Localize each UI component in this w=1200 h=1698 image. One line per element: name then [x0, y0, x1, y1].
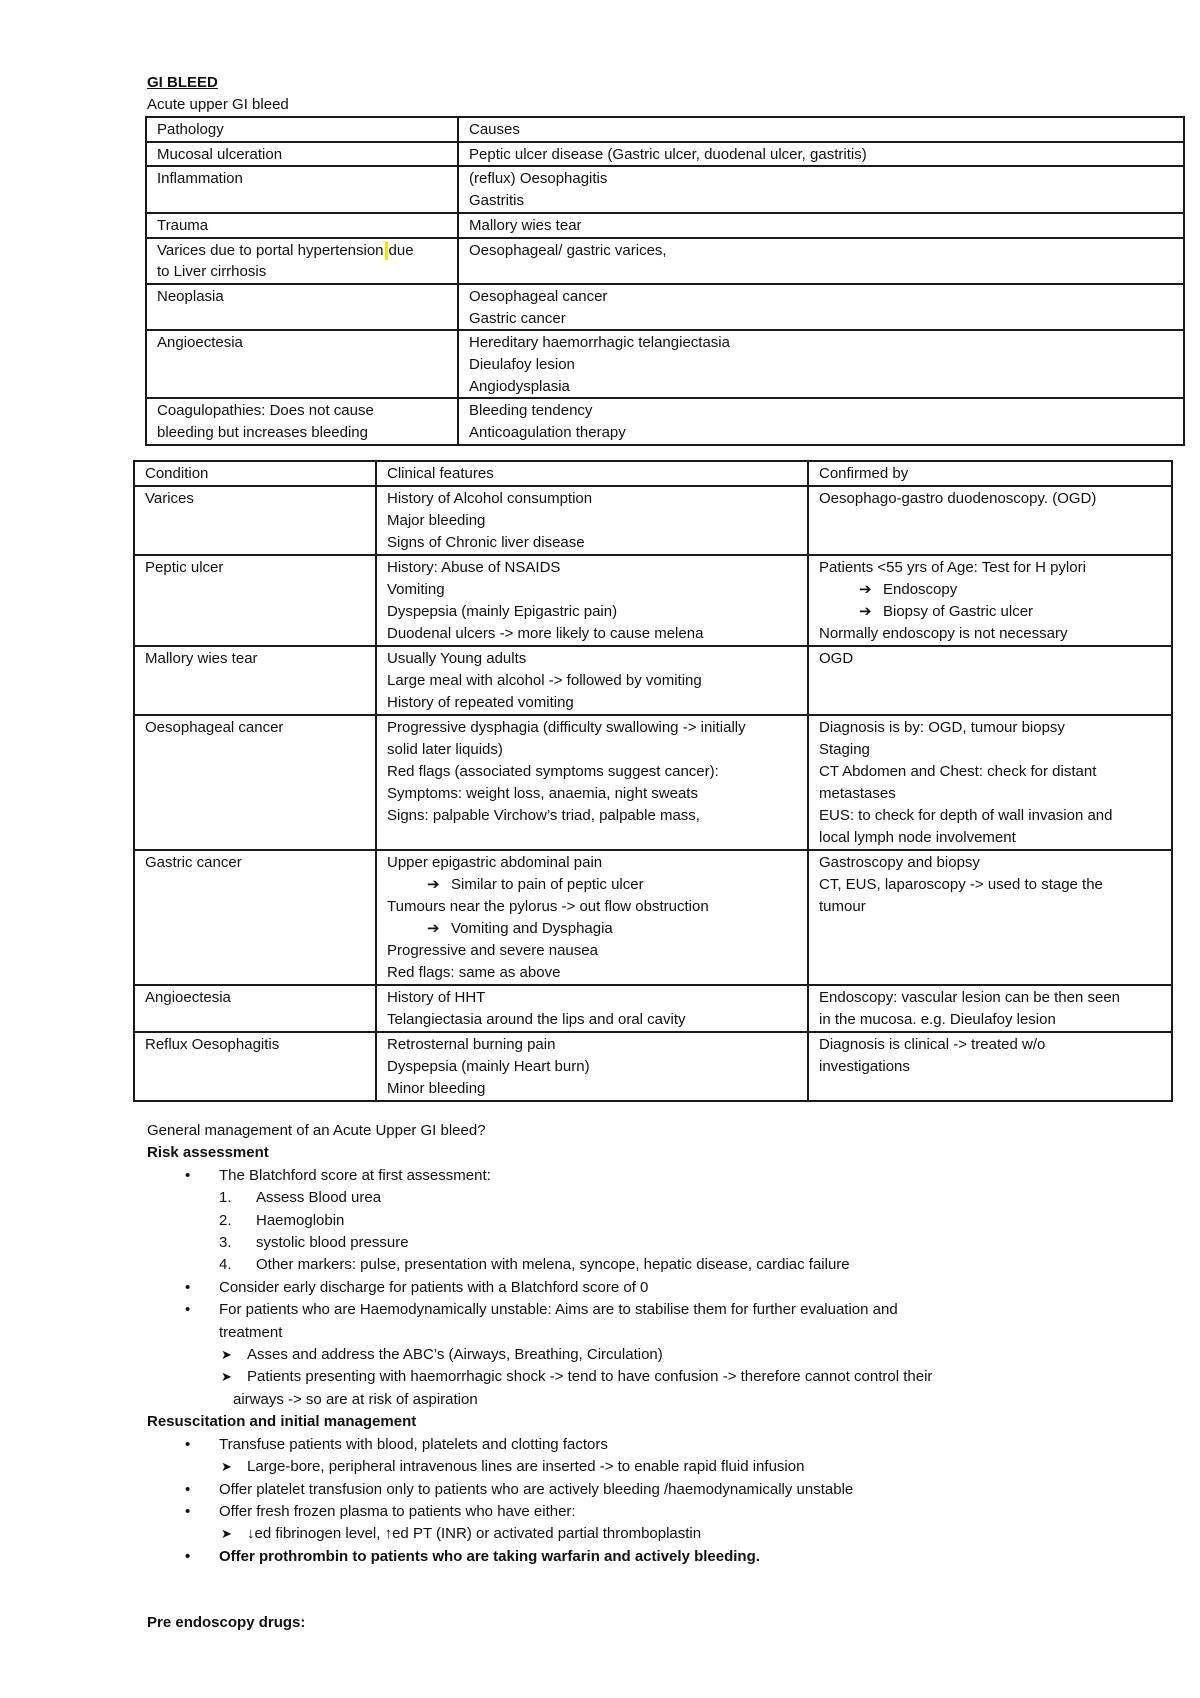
list-text: systolic blood pressure	[256, 1234, 409, 1252]
list-number: 4.	[219, 1256, 232, 1274]
bullet-item: • Consider early discharge for patients with a Blatchford score of 0	[147, 1277, 1147, 1299]
numbered-item	[147, 1187, 1147, 1209]
page-subtitle: Acute upper GI bleed	[147, 96, 289, 113]
table-row	[134, 715, 1172, 850]
confirmed-line: Normally endoscopy is not necessary	[819, 625, 1068, 642]
triangle-bullet-icon: ➤	[221, 1347, 232, 1363]
feature-line: History of repeated vomiting	[387, 694, 574, 711]
risk-assessment-heading: Risk assessment	[147, 1144, 269, 1162]
sub-bullet-item	[147, 1366, 1147, 1388]
confirmed-line: EUS: to check for depth of wall invasion and	[819, 807, 1113, 824]
table-row	[146, 238, 1184, 284]
confirmed-line: Staging	[819, 741, 870, 758]
confirmed-text: Biopsy of Gastric ulcer	[883, 603, 1034, 620]
arrow-right-icon: ➔	[427, 920, 440, 937]
table-header-cell: Clinical features	[376, 461, 808, 486]
causes-line: Gastritis	[469, 192, 525, 210]
bullet-item: • Offer fresh frozen plasma to patients who have either:	[147, 1501, 1147, 1523]
pathology-cell: Angioectesia	[157, 334, 243, 352]
table-row	[134, 850, 1172, 985]
sub-bullet-item	[147, 1456, 1147, 1478]
numbered-item	[147, 1232, 1147, 1254]
table-row	[146, 398, 1184, 444]
feature-line: Telangiectasia around the lips and oral cavity	[387, 1011, 686, 1028]
table-row	[134, 555, 1172, 646]
confirmed-line: tumour	[819, 898, 866, 915]
list-text: Haemoglobin	[256, 1211, 345, 1229]
confirmed-line: local lymph node involvement	[819, 829, 1016, 846]
feature-line: solid later liquids)	[387, 741, 503, 758]
spacer	[147, 1568, 1147, 1590]
pathology-line	[157, 240, 447, 262]
feature-line: Dyspepsia (mainly Heart burn)	[387, 1058, 590, 1075]
bullet-item: • For patients who are Haemodynamically unstable: Aims are to stabilise them for further evaluation and	[147, 1299, 1147, 1321]
confirmed-line: Endoscopy: vascular lesion can be then seen	[819, 989, 1121, 1006]
feature-line: Symptoms: weight loss, anaemia, night sweats	[387, 785, 698, 802]
feature-line: Red flags (associated symptoms suggest cancer):	[387, 763, 719, 780]
feature-line: Duodenal ulcers -> more likely to cause melena	[387, 625, 704, 642]
confirmed-arrow-line	[819, 601, 1161, 623]
feature-text: Similar to pain of peptic ulcer	[451, 876, 644, 893]
arrow-right-icon: ➔	[859, 603, 872, 620]
list-number: 3.	[219, 1234, 232, 1252]
pathology-causes-table	[145, 116, 1185, 446]
feature-line: Large meal with alcohol -> followed by vomiting	[387, 672, 702, 689]
pathology-cell: Mucosal ulceration	[157, 145, 283, 163]
feature-line: Usually Young adults	[387, 650, 527, 667]
feature-line: History: Abuse of NSAIDS	[387, 559, 561, 576]
confirmed-line: OGD	[819, 650, 854, 667]
table-row	[146, 284, 1184, 330]
triangle-bullet-icon: ➤	[221, 1459, 232, 1475]
feature-line: Upper epigastric abdominal pain	[387, 854, 603, 871]
pathology-text: Varices due to portal hypertension	[157, 241, 384, 259]
confirmed-line: metastases	[819, 785, 896, 802]
causes-line: Bleeding tendency	[469, 402, 593, 420]
feature-line: Retrosternal burning pain	[387, 1036, 556, 1053]
confirmed-line: Gastroscopy and biopsy	[819, 854, 980, 871]
pathology-line: to Liver cirrhosis	[157, 263, 267, 281]
confirmed-line: Diagnosis is by: OGD, tumour biopsy	[819, 719, 1065, 736]
feature-arrow-line	[387, 918, 797, 940]
table-row	[146, 166, 1184, 212]
sub-bullet-item	[147, 1523, 1147, 1545]
condition-cell: Reflux Oesophagitis	[145, 1036, 280, 1053]
feature-line: Dyspepsia (mainly Epigastric pain)	[387, 603, 618, 620]
pathology-line: Coagulopathies: Does not cause	[157, 402, 374, 420]
feature-line: Signs of Chronic liver disease	[387, 534, 585, 551]
pathology-text: due	[388, 241, 414, 259]
table-row	[146, 142, 1184, 167]
causes-line: Anticoagulation therapy	[469, 424, 626, 442]
table-header-cell: Confirmed by	[808, 461, 1172, 486]
confirmed-arrow-line	[819, 579, 1161, 601]
condition-cell: Peptic ulcer	[145, 559, 224, 576]
bullet-continuation: treatment	[219, 1323, 283, 1341]
sub-bullet-text: ↓ed fibrinogen level, ↑ed PT (INR) or activated partial thromboplastin	[247, 1525, 702, 1543]
list-number: 1.	[219, 1189, 232, 1207]
causes-line: (reflux) Oesophagitis	[469, 170, 608, 188]
table-header-cell: Causes	[458, 117, 1184, 142]
page-title: GI BLEED	[147, 74, 218, 91]
numbered-item	[147, 1254, 1147, 1276]
pathology-cell: Neoplasia	[157, 287, 224, 305]
arrow-right-icon: ➔	[427, 876, 440, 893]
causes-line: Angiodysplasia	[469, 377, 570, 395]
confirmed-line: investigations	[819, 1058, 910, 1075]
bullet-item: • Offer prothrombin to patients who are taking warfarin and actively bleeding.	[147, 1546, 1147, 1568]
causes-line: Gastric cancer	[469, 309, 566, 327]
feature-line: Progressive and severe nausea	[387, 942, 598, 959]
numbered-item	[147, 1210, 1147, 1232]
feature-arrow-line	[387, 874, 797, 896]
confirmed-line: CT, EUS, laparoscopy -> used to stage the	[819, 876, 1103, 893]
arrow-right-icon: ➔	[859, 581, 872, 598]
table-header-cell: Pathology	[146, 117, 458, 142]
confirmed-line: CT Abdomen and Chest: check for distant	[819, 763, 1097, 780]
feature-line: Progressive dysphagia (difficulty swallowing -> initially	[387, 719, 746, 736]
bullet-item: • The Blatchford score at first assessment:	[147, 1165, 1147, 1187]
triangle-bullet-icon: ➤	[221, 1526, 232, 1542]
causes-cell: Peptic ulcer disease (Gastric ulcer, duodenal ulcer, gastritis)	[469, 145, 867, 163]
causes-line: Oesophageal cancer	[469, 287, 608, 305]
feature-line: Vomiting	[387, 581, 445, 598]
confirmed-line: Patients <55 yrs of Age: Test for H pylori	[819, 559, 1086, 576]
bullet-item: • Offer platelet transfusion only to patients who are actively bleeding /haemodynamically unstable	[147, 1479, 1147, 1501]
bullet-item: • Transfuse patients with blood, platelets and clotting factors	[147, 1434, 1147, 1456]
confirmed-line: in the mucosa. e.g. Dieulafoy lesion	[819, 1011, 1056, 1028]
triangle-bullet-icon: ➤	[221, 1369, 232, 1385]
sub-bullet-item	[147, 1344, 1147, 1366]
list-text: Assess Blood urea	[256, 1189, 382, 1207]
condition-cell: Mallory wies tear	[145, 650, 258, 667]
feature-line: Tumours near the pylorus -> out flow obstruction	[387, 898, 709, 915]
management-question: General management of an Acute Upper GI bleed?	[147, 1122, 486, 1139]
condition-cell: Angioectesia	[145, 989, 231, 1006]
table-row	[134, 985, 1172, 1032]
causes-line: Dieulafoy lesion	[469, 356, 575, 374]
text-highlight-mark	[385, 242, 388, 260]
sub-bullet-text: Asses and address the ABC’s (Airways, Breathing, Circulation)	[247, 1346, 663, 1364]
feature-line: Red flags: same as above	[387, 964, 561, 981]
causes-cell: Mallory wies tear	[469, 216, 582, 234]
confirmed-text: Endoscopy	[883, 581, 958, 598]
confirmed-line: Oesophago-gastro duodenoscopy. (OGD)	[819, 490, 1097, 507]
sub-bullet-text: Large-bore, peripheral intravenous lines are inserted -> to enable rapid fluid infusion	[247, 1458, 805, 1476]
pre-endoscopy-heading: Pre endoscopy drugs:	[147, 1614, 306, 1632]
table-row	[134, 646, 1172, 715]
table-header-row	[146, 117, 1184, 142]
causes-line: Hereditary haemorrhagic telangiectasia	[469, 334, 730, 352]
feature-line: History of HHT	[387, 989, 486, 1006]
feature-line: Signs: palpable Virchow’s triad, palpable mass,	[387, 807, 700, 824]
table-row	[134, 1032, 1172, 1101]
condition-cell: Oesophageal cancer	[145, 719, 284, 736]
list-number: 2.	[219, 1211, 232, 1229]
pathology-cell: Trauma	[157, 216, 209, 234]
pathology-cell: Inflammation	[157, 170, 243, 188]
table-header-cell: Condition	[134, 461, 376, 486]
sub-bullet-continuation: airways -> so are at risk of aspiration	[233, 1390, 478, 1408]
spacer	[147, 1590, 1147, 1612]
condition-cell: Gastric cancer	[145, 854, 242, 871]
feature-line: History of Alcohol consumption	[387, 490, 593, 507]
management-section	[147, 1120, 1147, 1635]
feature-text: Vomiting and Dysphagia	[451, 920, 613, 937]
pathology-line: bleeding but increases bleeding	[157, 424, 368, 442]
table-header-row	[134, 461, 1172, 486]
resuscitation-heading: Resuscitation and initial management	[147, 1413, 417, 1431]
table-row	[134, 486, 1172, 555]
list-text: Other markers: pulse, presentation with melena, syncope, hepatic disease, cardiac failure	[256, 1256, 850, 1274]
condition-features-table	[133, 460, 1173, 1102]
table-row	[146, 330, 1184, 398]
causes-cell: Oesophageal/ gastric varices,	[469, 241, 667, 259]
sub-bullet-text: Patients presenting with haemorrhagic shock -> tend to have confusion -> therefore cannot control their	[247, 1368, 933, 1386]
feature-line: Minor bleeding	[387, 1080, 486, 1097]
confirmed-line: Diagnosis is clinical -> treated w/o	[819, 1036, 1046, 1053]
feature-line: Major bleeding	[387, 512, 486, 529]
condition-cell: Varices	[145, 490, 194, 507]
table-row	[146, 213, 1184, 238]
